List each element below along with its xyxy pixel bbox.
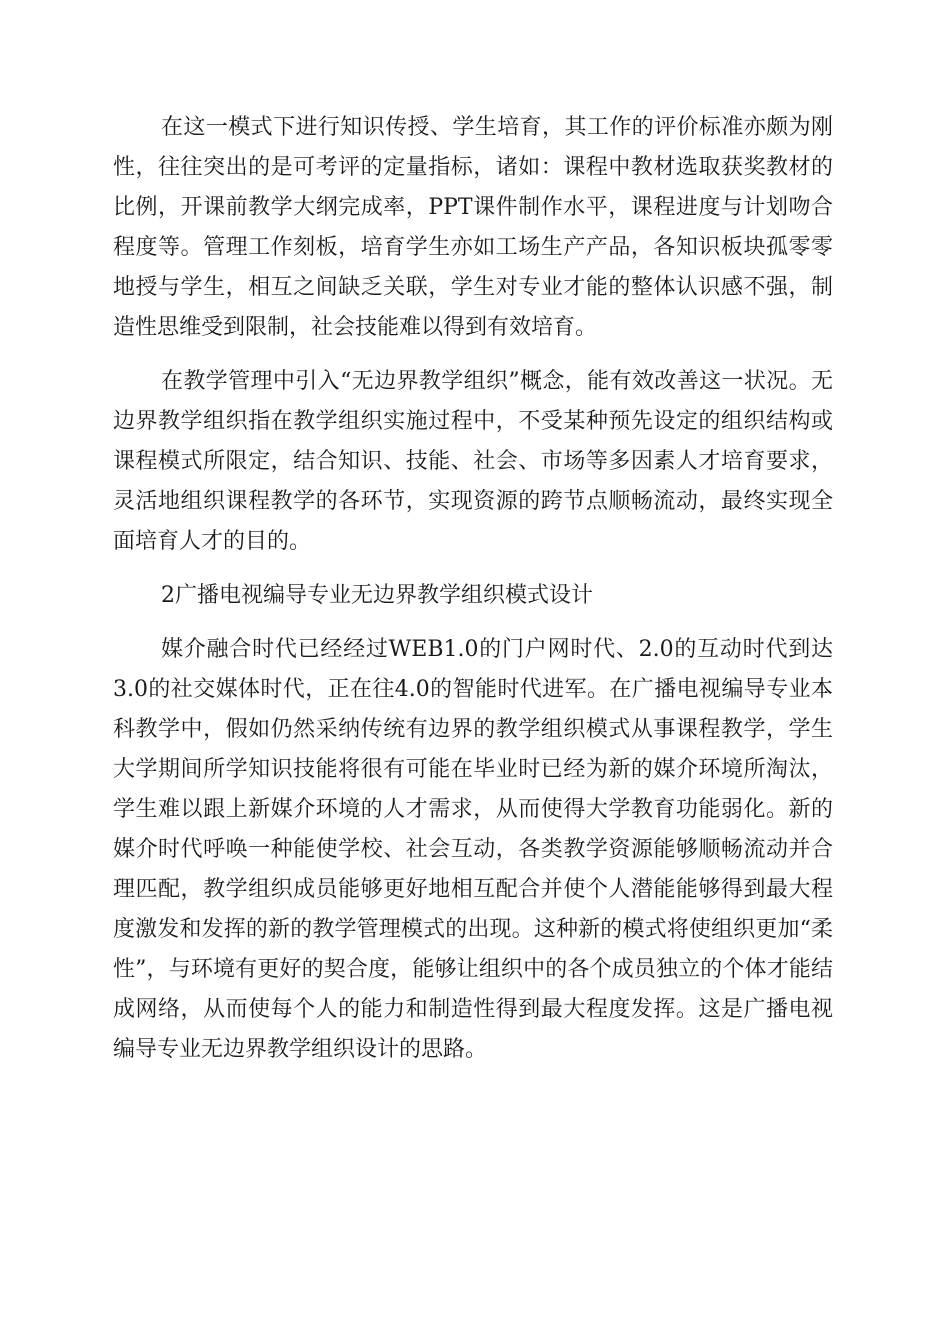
document-body bbox=[113, 108, 833, 1084]
paragraph-evaluation-standards: 在这一模式下进行知识传授、学生培育，其工作的评价标准亦颇为刚性，往往突出的是可考评的定量指标，诸如：课程中教材选取获奖教材的比例，开课前教学大纲完成率，PPT课件制作水平，课程进度与计划吻合程度等。管理工作刻板，培育学生亦如工场生产产品，各知识板块孤零零地授与学生，相互之间缺乏关联，学生对专业才能的整体认识感不强，制造性思维受到限制，社会技能难以得到有效培育。 bbox=[113, 115, 833, 340]
section-heading: 2广播电视编导专业无边界教学组织模式设计 bbox=[161, 583, 593, 608]
paragraph-boundaryless-concept: 在教学管理中引入“无边界教学组织”概念，能有效改善这一状况。无边界教学组织指在教学组织实施过程中，不受某种预先设定的组织结构或课程模式所限定，结合知识、技能、社会、市场等多因素人才培育要求，灵活地组织课程教学的各环节，实现资源的跨节点顺畅流动，最终实现全面培育人才的目的。 bbox=[113, 369, 833, 554]
paragraph-media-convergence: 媒介融合时代已经经过WEB1.0的门户网时代、2.0的互动时代到达3.0的社交媒体时代，正在往4.0的智能时代进军。在广播电视编导专业本科教学中，假如仍然采纳传统有边界的教学组织模式从事课程教学，学生大学期间所学知识技能将很有可能在毕业时已经为新的媒介环境所淘汰，学生难以跟上新媒介环境的人才需求，从而使得大学教育功能弱化。新的媒介时代呼唤一种能使学校、社会互动，各类教学资源能够顺畅流动并合理匹配，教学组织成员能够更好地相互配合并使个人潜能能够得到最大程度激发和发挥的新的教学管理模式的出现。这种新的模式将使组织更加“柔性”，与环境有更好的契合度，能够让组织中的各个成员独立的个体才能结成网络，从而使每个人的能力和制造性得到最大程度发挥。这是广播电视编导专业无边界教学组织设计的思路。 bbox=[113, 637, 833, 1062]
